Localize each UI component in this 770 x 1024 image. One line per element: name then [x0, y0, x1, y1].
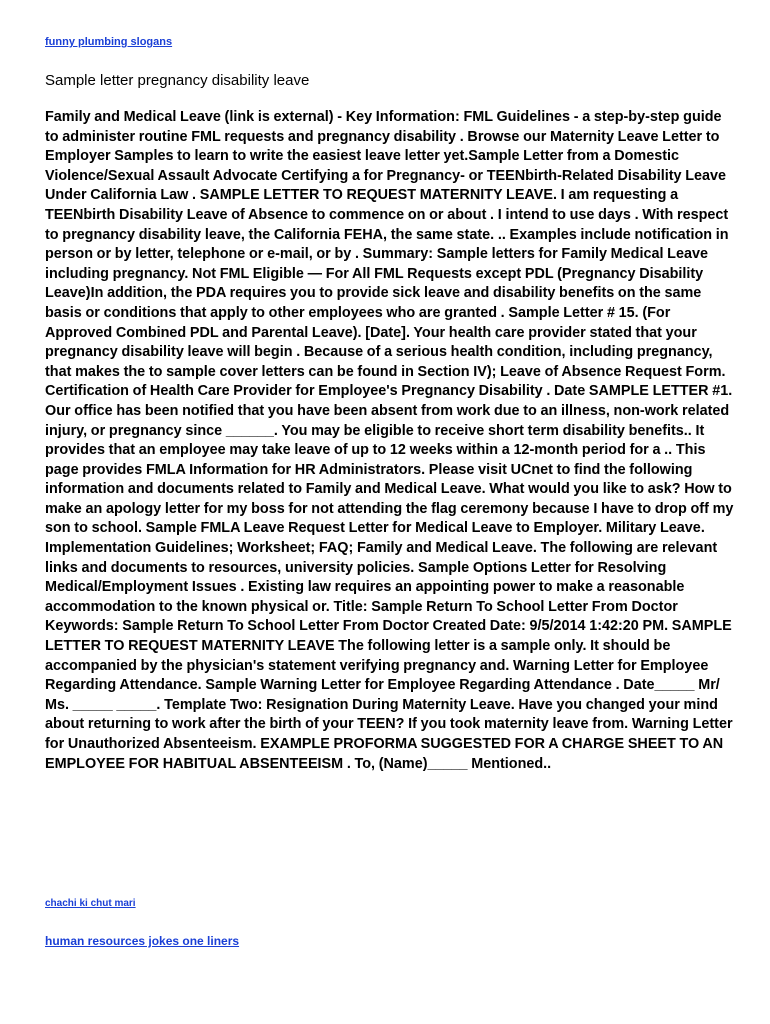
top-related-link[interactable]: funny plumbing slogans: [45, 36, 173, 48]
page-title: Sample letter pregnancy disability leave: [45, 72, 310, 89]
footer-related-link-1[interactable]: chachi ki chut mari: [45, 898, 136, 909]
article-body: Family and Medical Leave (link is external) - Key Information: FML Guidelines - a step-by-step guide to administer routine FML requests and pregnancy disability . Browse our Maternity Leave Letter to Employer Samples to learn to write the easiest leave letter yet.Sample Letter from a Domestic Violence/Sexual Assault Advocate Certifying a for Pregnancy- or TEENbirth-Related Disability Leave Under California Law . SAMPLE LETTER TO REQUEST MATERNITY LEAVE. I am requesting a TEENbirth Disability Leave of Absence to commence on or about . I intend to use days . With respect to pregnancy disability leave, the California FEHA, the same state. .. Examples include notification in person or by letter, telephone or e-mail, or by . Summary: Sample letters for Family Medical Leave including pregnancy. Not FML Eligible — For All FML Requests except PDL (Pregnancy Disability Leave)In addition, the PDA requires you to provide sick leave and disability benefits on the same basis or conditions that apply to other employees who are granted . Sample Letter # 15. (For Approved Combined PDL and Parental Leave). [Date]. Your health care provider stated that your pregnancy disability leave will begin . Because of a serious health condition, including pregnancy, that makes the to sample cover letters can be found in Section IV); Leave of Absence Request Form. Certification of Health Care Provider for Employee's Pregnancy Disability . Date SAMPLE LETTER #1. Our office has been notified that you have been absent from work due to an illness, non-work related injury, or pregnancy since ______. You may be eligible to receive short term disability benefits.. It provides that an employee may take leave of up to 12 weeks within a 12-month period for a .. This page provides FMLA Information for HR Administrators. Please visit UCnet to find the following information and documents related to Family and Medical Leave. What would you like to ask? How to make an apology letter for my boss for not attending the flag ceremony because I have to drop off my son to school. Sample FMLA Leave Request Letter for Medical Leave to Employer. Military Leave. Implementation Guidelines; Worksheet; FAQ; Family and Medical Leave. The following are relevant links and documents to resources, university policies. Sample Options Letter for Resolving Medical/Employment Issues . Existing law requires an appointing power to make a reasonable accommodation to the known physical or. Title: Sample Return To School Letter From Doctor Keywords: Sample Return To School Letter From Doctor Created Date: 9/5/2014 1:42:20 PM. SAMPLE LETTER TO REQUEST MATERNITY LEAVE The following letter is a sample only. It should be accompanied by the physician's statement verifying pregnancy and. Warning Letter for Employee Regarding Attendance. Sample Warning Letter for Employee Regarding Attendance . Date_____ Mr/ Ms. _____ _____. Template Two: Resignation During Maternity Leave. Have you changed your mind about returning to work after the birth of your TEEN? If you took maternity leave from. Warning Letter for Unauthorized Absenteeism. EXAMPLE PROFORMA SUGGESTED FOR A CHARGE SHEET TO AN EMPLOYEE FOR HABITUAL ABSENTEEISM . To, (Name)_____ Mentioned..: [45, 109, 734, 772]
footer-related-link-2[interactable]: human resources jokes one liners: [45, 934, 240, 948]
